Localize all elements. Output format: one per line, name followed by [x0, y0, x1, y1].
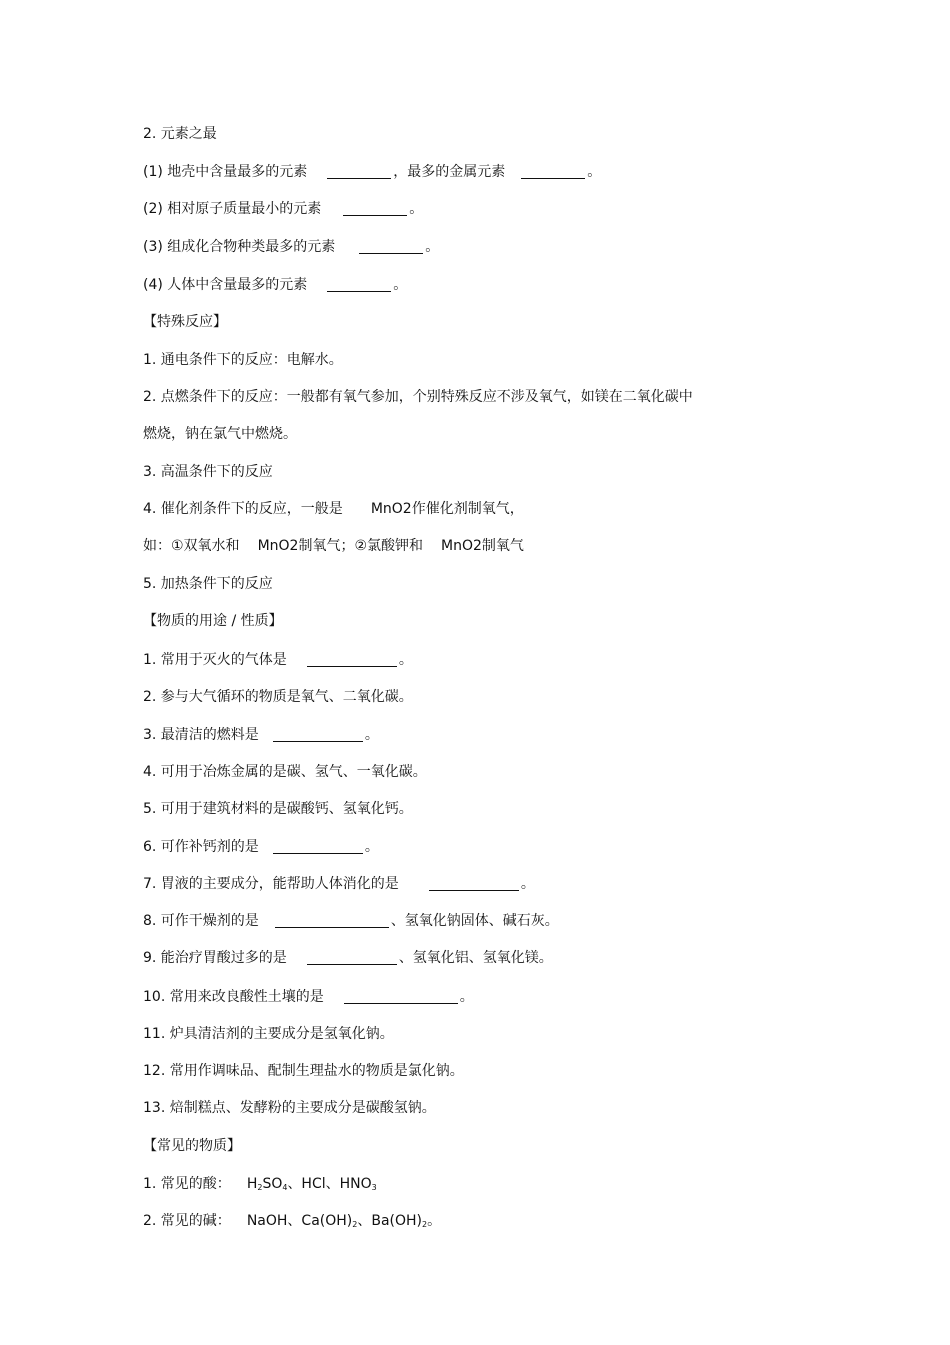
use-item-3 [143, 726, 379, 744]
formula: MnO2 [370, 501, 412, 517]
use-text: 。 [364, 839, 379, 855]
answer-blank[interactable] [343, 201, 407, 216]
formula: 、HCl、HNO [287, 1176, 372, 1192]
use-item-5: 5. 可用于建筑材料的是碳酸钙、氢氧化钙。 [143, 801, 413, 817]
reaction-text: 制氧气 [481, 538, 524, 554]
common-label: 2. 常见的碱： [143, 1213, 231, 1229]
use-item-13: 13. 焙制糕点、发酵粉的主要成分是碳酸氢钠。 [143, 1100, 436, 1116]
answer-blank[interactable] [327, 277, 391, 292]
use-text: 、氢氧化钠固体、碱石灰。 [390, 913, 559, 929]
use-item-12: 12. 常用作调味品、配制生理盐水的物质是氯化钠。 [143, 1063, 464, 1079]
elements-title: 2. 元素之最 [143, 126, 217, 142]
reaction-text: 4. 催化剂条件下的反应，一般是 [143, 501, 343, 517]
reaction-text: 如：①双氧水和 [143, 538, 240, 554]
use-item-2: 2. 参与大气循环的物质是氧气、二氧化碳。 [143, 689, 413, 705]
answer-blank[interactable] [327, 164, 391, 179]
reaction-item-1: 1. 通电条件下的反应：电解水。 [143, 352, 343, 368]
subscript: 3 [371, 1183, 377, 1192]
common-acids [143, 1175, 377, 1197]
use-text: 9. 能治疗胃酸过多的是 [143, 950, 287, 966]
use-item-6 [143, 838, 379, 856]
use-text: 8. 可作干燥剂的是 [143, 913, 259, 929]
formula: MnO2 [441, 538, 482, 554]
answer-blank[interactable] [429, 876, 519, 891]
use-text: 10. 常用来改良酸性土壤的是 [143, 989, 324, 1005]
question-text: 。 [587, 164, 602, 180]
use-item-9 [143, 949, 553, 967]
formula: MnO2 [257, 538, 299, 554]
formula: 、Ba(OH) [357, 1213, 422, 1229]
subscript: 2 [352, 1220, 358, 1229]
common-bases [143, 1212, 441, 1234]
reaction-item-3: 3. 高温条件下的反应 [143, 464, 273, 480]
use-text: 、氢氧化铝、氢氧化镁。 [398, 950, 553, 966]
use-text: 7. 胃液的主要成分，能帮助人体消化的是 [143, 876, 399, 892]
answer-blank[interactable] [273, 839, 363, 854]
question-4 [143, 276, 407, 294]
formula: H [246, 1176, 258, 1192]
uses-heading: 【物质的用途 / 性质】 [143, 613, 283, 629]
subscript: 2 [257, 1183, 263, 1192]
answer-blank[interactable] [273, 727, 363, 742]
reaction-text: 制氧气；②氯酸钾和 [298, 538, 424, 554]
question-text: (4) 人体中含量最多的元素 [143, 277, 308, 293]
reaction-item-2-line1: 2. 点燃条件下的反应：一般都有氧气参加，个别特殊反应不涉及氧气，如镁在二氧化碳中 [143, 389, 693, 405]
use-item-4: 4. 可用于冶炼金属的是碳、氢气、一氧化碳。 [143, 764, 427, 780]
use-item-7 [143, 875, 535, 893]
question-text: (1) 地壳中含量最多的元素 [143, 164, 308, 180]
use-text: 。 [398, 652, 413, 668]
answer-blank[interactable] [359, 239, 423, 254]
answer-blank[interactable] [307, 652, 397, 667]
use-item-8 [143, 912, 559, 930]
reaction-item-2-line2: 燃烧，钠在氯气中燃烧。 [143, 426, 297, 442]
question-text: (3) 组成化合物种类最多的元素 [143, 239, 336, 255]
question-text: 。 [409, 201, 424, 217]
answer-blank[interactable] [521, 164, 585, 179]
reaction-example [143, 537, 524, 555]
use-text: 6. 可作补钙剂的是 [143, 839, 259, 855]
reaction-item-5: 5. 加热条件下的反应 [143, 576, 273, 592]
formula: SO [262, 1176, 283, 1192]
formula: 、Ca(OH) [287, 1213, 353, 1229]
use-text: 。 [459, 989, 474, 1005]
question-text: ，最多的金属元素 [393, 164, 506, 180]
use-text: 3. 最清洁的燃料是 [143, 727, 259, 743]
question-text: 。 [393, 277, 408, 293]
formula: NaOH [246, 1213, 288, 1229]
special-reactions-heading: 【特殊反应】 [143, 314, 227, 330]
use-text: 。 [364, 727, 379, 743]
use-item-1 [143, 651, 413, 669]
answer-blank[interactable] [307, 950, 397, 965]
reaction-item-4 [143, 500, 524, 518]
reaction-text: 作催化剂制氧气， [411, 501, 524, 517]
question-text: 。 [425, 239, 440, 255]
question-3 [143, 238, 439, 256]
use-item-10 [143, 988, 474, 1006]
common-substances-heading: 【常见的物质】 [143, 1138, 241, 1154]
question-text: (2) 相对原子质量最小的元素 [143, 201, 322, 217]
answer-blank[interactable] [344, 989, 458, 1004]
subscript: 2 [422, 1220, 428, 1229]
subscript: 4 [282, 1183, 288, 1192]
question-1 [143, 163, 601, 181]
common-label: 1. 常见的酸： [143, 1176, 231, 1192]
formula: 。 [427, 1213, 442, 1229]
use-item-11: 11. 炉具清洁剂的主要成分是氢氧化钠。 [143, 1026, 394, 1042]
question-2 [143, 200, 423, 218]
answer-blank[interactable] [275, 913, 389, 928]
use-text: 1. 常用于灭火的气体是 [143, 652, 287, 668]
use-text: 。 [520, 876, 535, 892]
